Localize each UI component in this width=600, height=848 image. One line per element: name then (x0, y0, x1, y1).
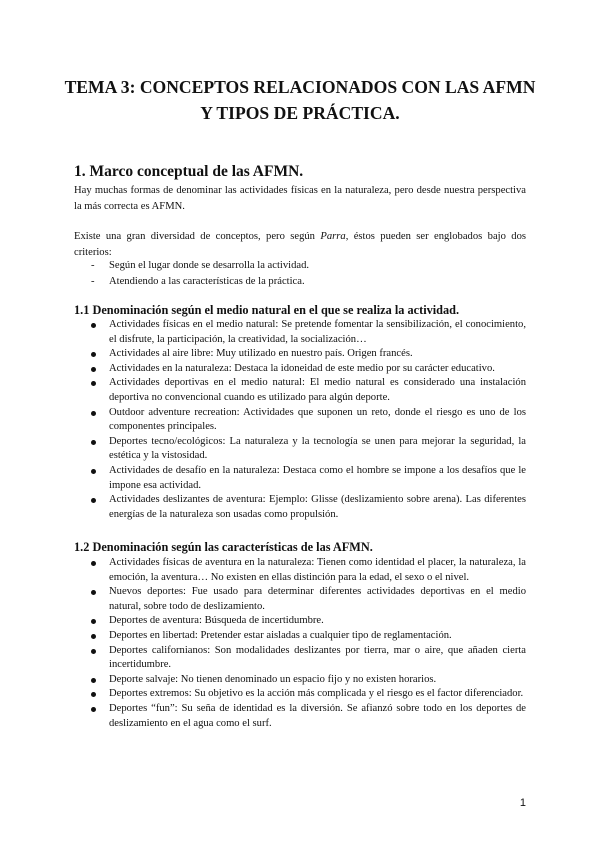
list-item-text: Deportes “fun”: Su seña de identidad es la diversión. Se afianzó sobre todo en los deportes de deslizamiento en el agua como el surf. (109, 702, 526, 729)
author-name-parra: Parra (320, 231, 346, 242)
list-item-text: Actividades deslizantes de aventura: Ejemplo: Glisse (deslizamiento sobre arena). Las diferentes energías de la naturaleza son usadas como propulsión. (109, 494, 526, 520)
list-item (74, 376, 526, 405)
bullet-dot (91, 561, 96, 566)
caracteristicas-list (74, 556, 526, 731)
bullet-dot (91, 498, 96, 503)
bullet-dot (91, 678, 96, 683)
list-item (74, 585, 526, 614)
list-item-text: Actividades en la naturaleza: Destaca la idoneidad de este medio por su carácter educativo. (109, 362, 495, 374)
list-item-text: Deporte salvaje: No tienen denominado un espacio fijo y no existen horarios. (109, 673, 437, 685)
list-item-text: Deportes extremos: Su objetivo es la acción más complicada y el riesgo es el factor diferenciador. (109, 688, 524, 700)
section-heading-marco-conceptual: 1. Marco conceptual de las AFMN. (74, 163, 304, 180)
list-item (74, 614, 526, 629)
criteria-paragraph-text-start: Existe una gran diversidad de conceptos, pero según (74, 231, 321, 242)
list-item (74, 673, 526, 688)
criteria-item (74, 274, 526, 290)
list-item (74, 493, 526, 522)
subsection-heading-medio-natural: 1.1 Denominación según el medio natural en el que se realiza la actividad. (74, 303, 460, 317)
bullet-dot (91, 411, 96, 416)
bullet-dot (91, 440, 96, 445)
bullet-dot (91, 323, 96, 328)
list-item (74, 347, 526, 362)
bullet-dot (91, 707, 96, 712)
criteria-item-text: Atendiendo a las características de la práctica. (109, 275, 305, 287)
list-item-text: Deportes en libertad: Pretender estar aisladas a cualquier tipo de reglamentación. (109, 629, 452, 641)
list-item-text: Actividades deportivas en el medio natural: El medio natural es considerado una instalación deportiva no convencional cuando es utilizado para algún deporte. (109, 377, 526, 403)
list-item (74, 687, 526, 702)
bullet-dot (91, 367, 96, 372)
list-item-text: Deportes tecno/ecológicos: La naturaleza y la tecnología se unen para mejorar la seguridad, la estética y la vistosidad. (109, 435, 526, 462)
list-item (74, 464, 526, 493)
intro-paragraph: Hay muchas formas de denominar las actividades físicas en la naturaleza, pero desde nuestra perspectiva la más correcta es AFMN. (74, 185, 526, 212)
bullet-dot (91, 381, 96, 386)
document-title: TEMA 3: CONCEPTOS RELACIONADOS CON LAS AFMN Y TIPOS DE PRÁCTICA. (64, 77, 536, 123)
criteria-paragraph (74, 229, 526, 260)
bullet-dot (91, 649, 96, 654)
bullet-dot (91, 469, 96, 474)
criteria-item-text: Según el lugar donde se desarrolla la actividad. (109, 260, 310, 271)
list-item-text: Nuevos deportes: Fue usado para determinar diferentes actividades deportivas en el medio natural, sobre todo de deslizamiento. (109, 586, 526, 612)
medio-natural-list (74, 318, 526, 522)
list-item-text: Actividades físicas de aventura en la naturaleza: Tienen como identidad el placer, la naturaleza, la emoción, la aventura… No existen en ellas distinción para la edad, el sexo o el nivel. (109, 557, 526, 583)
list-item-text: Actividades al aire libre: Muy utilizado en nuestro país. Origen francés. (109, 348, 413, 360)
list-item (74, 406, 526, 435)
bullet-dot (91, 634, 96, 639)
list-item-text: Actividades físicas en el medio natural: Se pretende fomentar la sensibilización, el conocimiento, el disfrute, la participación, la creatividad, la socialización… (109, 319, 526, 345)
list-item-text: Actividades de desafío en la naturaleza: Destaca como el hombre se impone a los desafíos que le impone esa actividad. (109, 464, 526, 491)
list-item (74, 629, 526, 644)
criteria-list (74, 258, 526, 289)
list-item (74, 644, 526, 673)
list-item-text: Deportes californianos: Son modalidades deslizantes por tierra, mar o aire, que añaden cierta incertidumbre. (109, 644, 526, 671)
page-number: 1 (519, 797, 526, 809)
list-item (74, 702, 526, 731)
list-item (74, 556, 526, 585)
bullet-dot (91, 692, 96, 697)
list-item (74, 435, 526, 464)
bullet-dot (91, 352, 96, 357)
bullet-dot (91, 619, 96, 624)
list-item-text: Deportes de aventura: Búsqueda de incertidumbre. (109, 615, 324, 627)
bullet-dot (91, 590, 96, 595)
criteria-paragraph-text-end: , éstos pueden ser englobados bajo dos criterios: (74, 231, 526, 258)
dash-marker: - (91, 260, 95, 271)
list-item (74, 318, 526, 347)
list-item-text: Outdoor adventure recreation: Actividades que suponen un reto, donde el riesgo es uno de los componentes principales. (109, 406, 526, 433)
list-item (74, 362, 526, 377)
criteria-item (74, 258, 526, 274)
subsection-heading-caracteristicas: 1.2 Denominación según las características de las AFMN. (74, 540, 373, 554)
dash-marker: - (91, 275, 95, 287)
